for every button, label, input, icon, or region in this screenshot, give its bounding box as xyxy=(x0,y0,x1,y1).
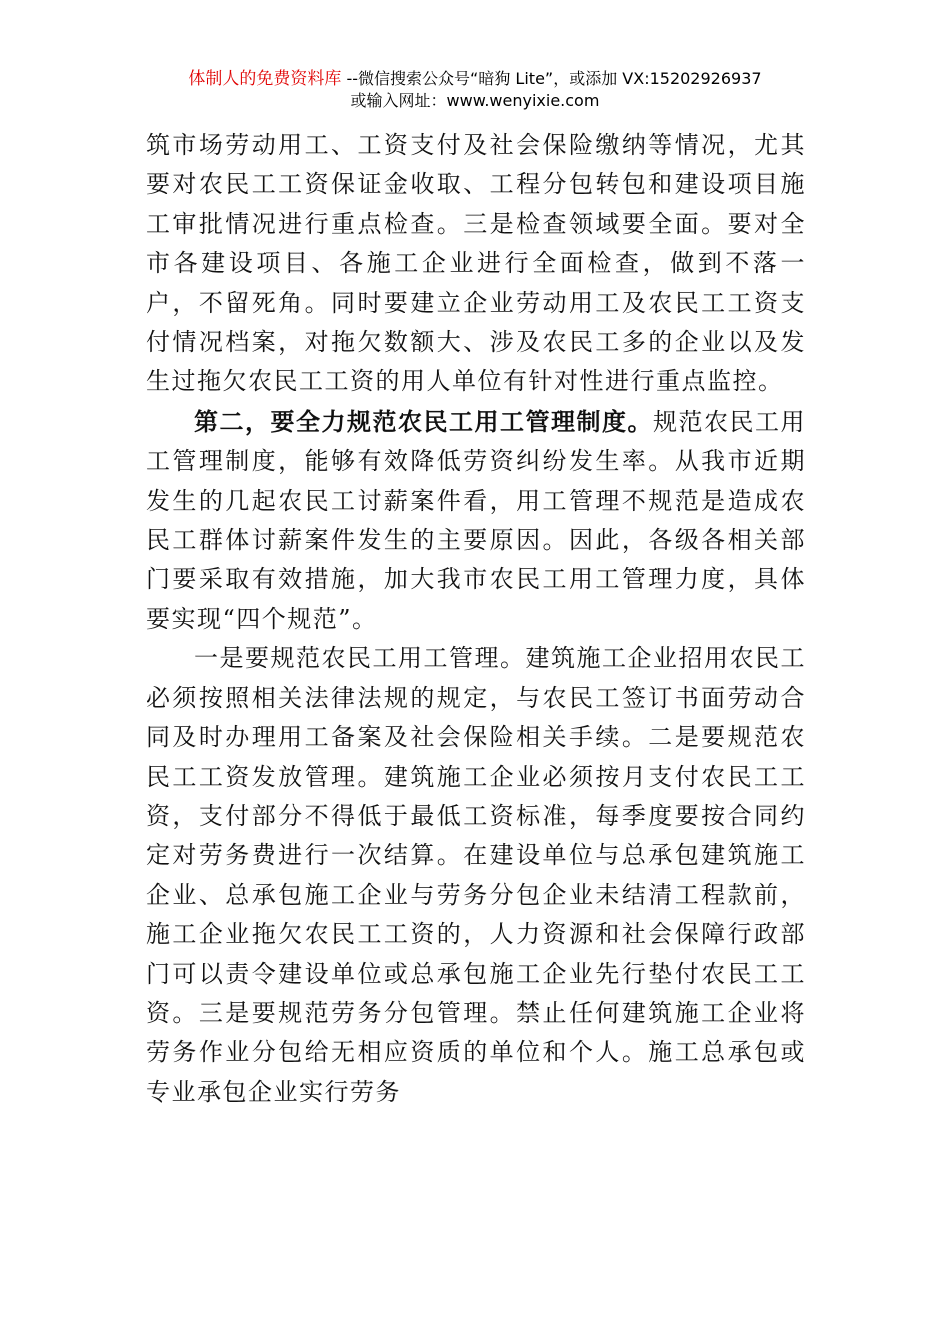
paragraph-2-body: 规范农民工用工管理制度，能够有效降低劳资纠纷发生率。从我市近期发生的几起农民工讨薪案件看，用工管理不规范是造成农民工群体讨薪案件发生的主要原因。因此，各级各相关部门要采取有效措施，加大我市农民工用工管理力度，具体要实现“四个规范”。 xyxy=(146,407,806,633)
header-line-1 xyxy=(0,68,950,90)
document-body xyxy=(146,126,806,1112)
page-header xyxy=(0,68,950,112)
paragraph-2-heading: 第二，要全力规范农民工用工管理制度。 xyxy=(194,406,653,436)
header-contact: --微信搜索公众号“暗狗 Lite”，或添加 VX:15202926937 xyxy=(341,69,762,88)
header-website: 或输入网址：www.wenyixie.com xyxy=(350,91,600,110)
paragraph-2 xyxy=(146,402,806,639)
header-brand: 体制人的免费资料库 xyxy=(188,69,342,89)
paragraph-3: 一是要规范农民工用工管理。建筑施工企业招用农民工必须按照相关法律法规的规定，与农民工签订书面劳动合同及时办理用工备案及社会保险相关手续。二是要规范农民工工资发放管理。建筑施工企业必须按月支付农民工工资，支付部分不得低于最低工资标准，每季度要按合同约定对劳务费进行一次结算。在建设单位与总承包建筑施工企业、总承包施工企业与劳务分包企业未结清工程款前，施工企业拖欠农民工工资的，人力资源和社会保障行政部门可以责令建设单位或总承包施工企业先行垫付农民工工资。三是要规范劳务分包管理。禁止任何建筑施工企业将劳务作业分包给无相应资质的单位和个人。施工总承包或专业承包企业实行劳务 xyxy=(146,644,806,1106)
paragraph-1: 筑市场劳动用工、工资支付及社会保险缴纳等情况，尤其要对农民工工资保证金收取、工程分包转包和建设项目施工审批情况进行重点检查。三是检查领域要全面。要对全市各建设项目、各施工企业进行全面检查，做到不落一户，不留死角。同时要建立企业劳动用工及农民工工资支付情况档案，对拖欠数额大、涉及农民工多的企业以及发生过拖欠农民工工资的用人单位有针对性进行重点监控。 xyxy=(146,131,806,396)
